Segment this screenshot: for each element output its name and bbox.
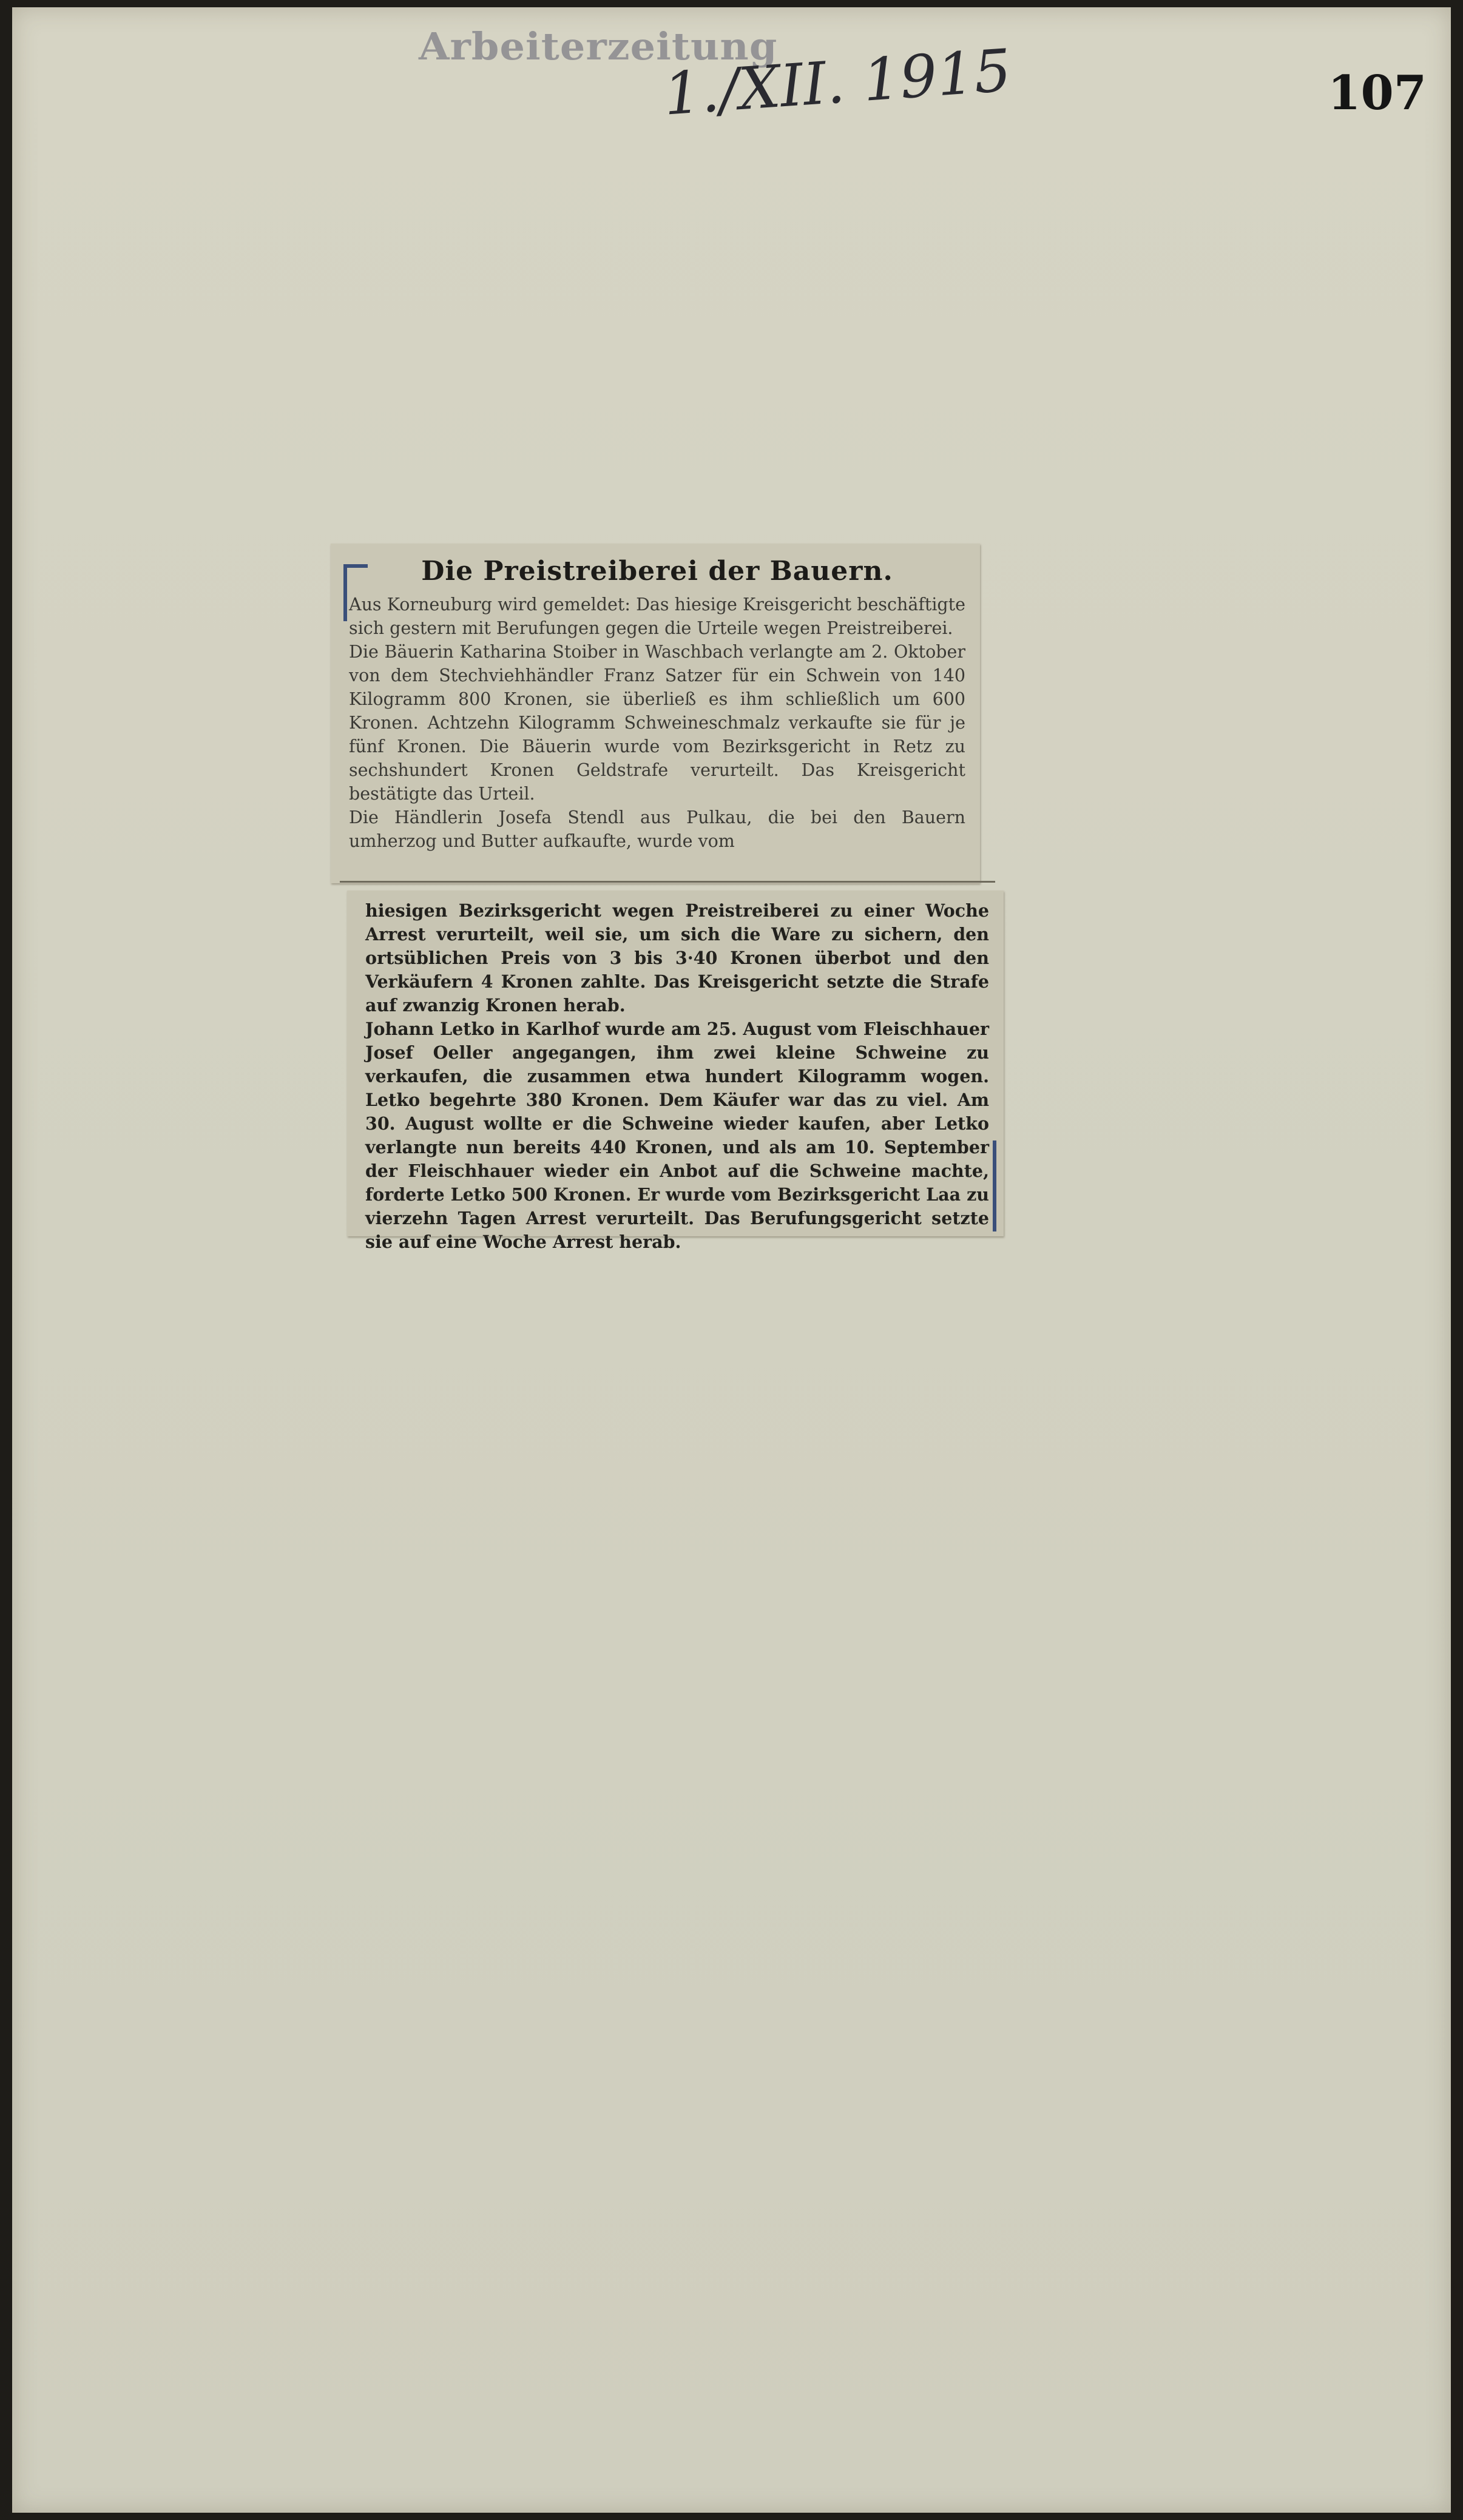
clipping-separator [340, 881, 995, 883]
article-headline: Die Preistreiberei der Bauern. [421, 556, 893, 587]
handwritten-date: 1./XII. 1915 [661, 36, 1013, 129]
blue-pencil-mark [343, 564, 368, 568]
newspaper-stamp: Arbeiterzeitung [419, 24, 778, 69]
blue-pencil-mark [993, 1140, 996, 1231]
article-text-part-1: Aus Korneuburg wird gemeldet: Das hiesige Kreisgericht beschäftigte sich gestern mit Berufungen gegen die Urteile wegen Preistreiberei. Die Bäuerin Katharina Stoiber in Waschbach verlangte am 2. Oktober von dem Stechviehhändler Franz Satzer für ein Schwein von 140 Kilogramm 800 Kronen, sie überließ es ihm schließlich um 600 Kronen. Achtzehn Kilogramm Schweineschmalz verkaufte sie für je fünf Kronen. Die Bäuerin wurde vom Bezirksgericht in Retz zu sechshundert Kronen Geldstrafe verurteilt. Das Kreisgericht bestätigte das Urteil. Die Händlerin Josefa Stendl aus Pulkau, die bei den Bauern umherzog und Butter aufkaufte, wurde vom [349, 595, 965, 851]
newspaper-clipping-part-2 [347, 891, 1004, 1252]
article-text-part-2: hiesigen Bezirksgericht wegen Preistreiberei zu einer Woche Arrest verurteilt, weil sie, um sich die Ware zu sichern, den ortsüblichen Preis von 3 bis 3·40 Kronen überbot und den Verkäufern 4 Kronen zahlte. Das Kreisgericht setzte die Strafe auf zwanzig Kronen herab. Johann Letko in Karlhof wurde am 25. August vom Fleischhauer Josef Oeller angegangen, ihm zwei kleine Schweine zu verkaufen, die zusammen etwa hundert Kilogramm wogen. Letko begehrte 380 Kronen. Dem Käufer war das zu viel. Am 30. August wollte er die Schweine wieder kaufen, aber Letko verlangte nun bereits 440 Kronen, und als am 10. September der Fleischhauer wieder ein Anbot auf die Schweine machte, forderte Letko 500 Kronen. Er wurde vom Bezirksgericht Laa zu vierzehn Tagen Arrest verurteilt. Das Berufungsgericht setzte sie auf eine Woche Arrest herab. [365, 900, 989, 1252]
page-number: 107 [1328, 66, 1427, 121]
blue-pencil-mark [343, 567, 347, 621]
newspaper-clipping-part-1 [331, 544, 980, 883]
archive-sheet [12, 7, 1451, 2513]
